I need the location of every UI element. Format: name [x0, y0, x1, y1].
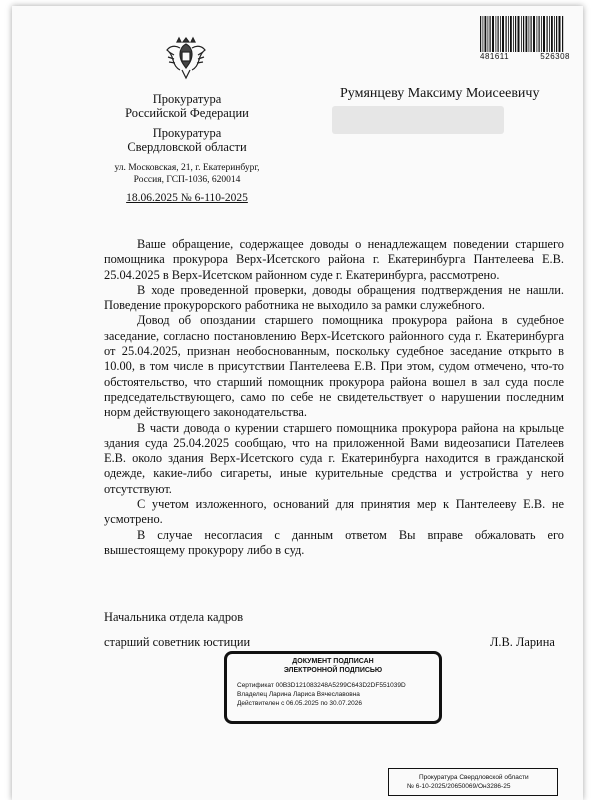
body-paragraph: С учетом изложенного, оснований для принятия мер к Пантелееву Е.В. не усмотрено. — [104, 497, 564, 527]
registration-box — [388, 768, 558, 796]
org-address — [82, 162, 292, 186]
stamp-line1: ДОКУМЕНТ ПОДПИСАН — [292, 658, 374, 665]
redacted-block — [332, 106, 504, 134]
stamp-certificate: Сертификат 00B3D121083248A5299C643D2DF551039D — [237, 682, 406, 689]
barcode-left-number: 481611 — [480, 52, 510, 61]
coat-of-arms-icon — [164, 34, 208, 84]
stamp-validity: Действителен с 06.05.2025 по 30.07.2026 — [237, 700, 362, 707]
electronic-signature-stamp — [224, 651, 442, 724]
letter-body — [104, 237, 564, 558]
org2-line2: Свердловской области — [127, 140, 247, 154]
stamp-owner: Владелец Ларина Лариса Вячеславовна — [237, 691, 360, 698]
registration-org: Прокуратура Свердловской области — [419, 774, 529, 781]
body-paragraph: В ходе проведенной проверки, доводы обращения подтверждения не нашли. Поведение прокурорского работника не выходило за рамки служебного. — [104, 282, 564, 313]
registration-number: № 6-10-2025/20650069/Он3286-25 — [407, 783, 511, 790]
address-line2: Россия, ГСП-1036, 620014 — [133, 175, 241, 185]
org1-line2: Российской Федерации — [125, 106, 249, 120]
document-date-number: 18.06.2025 № 6-110-2025 — [126, 192, 248, 204]
signer-name: Л.В. Ларина — [490, 635, 555, 649]
body-paragraph: В части довода о курении старшего помощника прокурора района на крыльце здания суда 25.04.2025 сообщаю, что на приложенной Вами видеозаписи Пателеев Е.В. около здания Верх-Исетского суда г. Екатеринбурга находится в гражданской одежде, какие-либо сигареты, иные курительные средства и устройства у него отсутствуют. — [104, 420, 564, 496]
document-page — [12, 6, 583, 800]
body-paragraph: Довод об опоздании старшего помощника прокурора района в судебное заседание, согласно постановлению Верх-Исетского районного суда г. Екатеринбурга от 25.04.2025, признан необоснованным, поскольку судебное заседание открыто в 10.00, в том числе в присутствии Пантелеева Е.В. При этом, судом отмечено, что-то обстоятельство, что старший помощник прокурора района вошел в зал суда после председательствующего, само по себе не свидетельствует о нарушении последним норм действующего законодательства. — [104, 313, 564, 420]
signer-position: Начальника отдела кадров — [104, 610, 244, 624]
barcode-right-number: 526308 — [540, 52, 570, 61]
org-name-region — [82, 126, 292, 154]
org-name-federation — [82, 92, 292, 120]
addressee-name: Румянцеву Максиму Моисеевичу — [340, 86, 540, 101]
stamp-header — [227, 658, 439, 675]
barcode-numbers — [480, 52, 570, 61]
org1-line1: Прокуратура — [152, 92, 222, 106]
barcode-icon — [480, 16, 564, 52]
org2-line1: Прокуратура — [152, 126, 222, 140]
address-line1: ул. Московская, 21, г. Екатеринбург, — [114, 163, 260, 173]
signer-rank: старший советник юстиции — [104, 635, 251, 649]
stamp-line2: ЭЛЕКТРОННОЙ ПОДПИСЬЮ — [283, 666, 383, 674]
body-paragraph: Ваше обращение, содержащее доводы о ненадлежащем поведении старшего помощника прокурора Верх-Исетского района г. Екатеринбурга Пантелеева Е.В. 25.04.2025 в Верх-Исетском районном суде г. Екатеринбурга, рассмотрено. — [104, 237, 564, 282]
body-paragraph: В случае несогласия с данным ответом Вы вправе обжаловать его вышестоящему прокурору либо в суд. — [104, 527, 564, 557]
